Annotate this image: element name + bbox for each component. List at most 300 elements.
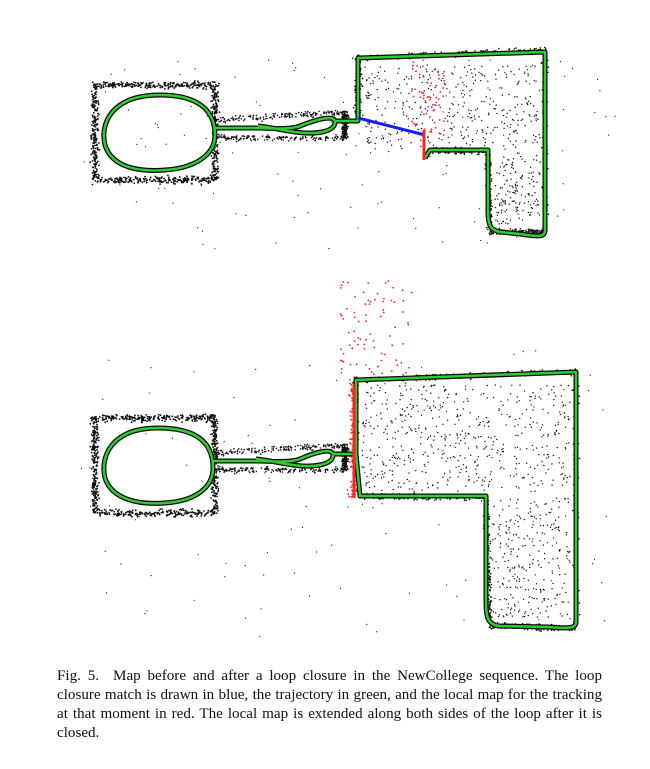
map-point — [489, 221, 491, 223]
map-point — [328, 445, 330, 447]
map-point — [481, 120, 482, 121]
map-point — [540, 625, 542, 627]
map-point — [541, 62, 543, 64]
map-point — [94, 159, 96, 161]
map-point — [125, 418, 127, 420]
map-point — [488, 222, 490, 224]
map-point — [164, 418, 166, 420]
map-point — [242, 470, 244, 472]
map-point — [343, 126, 345, 128]
map-point — [94, 106, 96, 108]
map-point — [118, 181, 120, 183]
map-point — [466, 53, 468, 55]
map-point — [343, 455, 345, 457]
map-point — [495, 185, 496, 186]
map-point — [529, 183, 530, 184]
map-point — [345, 453, 347, 455]
map-point — [123, 513, 125, 515]
map-point — [524, 51, 526, 53]
map-point — [485, 138, 486, 139]
map-point — [429, 116, 431, 118]
map-point — [346, 447, 348, 449]
map-point — [217, 161, 219, 163]
map-point — [487, 197, 489, 199]
map-point — [133, 84, 135, 86]
map-point — [310, 114, 312, 116]
map-point — [524, 234, 526, 236]
map-point — [504, 231, 506, 233]
map-point — [93, 140, 95, 142]
map-point — [197, 84, 199, 86]
map-point — [506, 74, 507, 75]
map-point — [367, 141, 368, 142]
map-point — [543, 203, 545, 205]
map-point — [233, 468, 235, 470]
map-point — [187, 512, 189, 514]
map-point — [527, 104, 528, 105]
map-point — [96, 100, 98, 102]
map-point — [325, 140, 327, 142]
map-point — [94, 153, 96, 155]
map-point — [342, 468, 344, 470]
map-point — [308, 445, 310, 447]
map-point — [216, 104, 218, 106]
map-point — [261, 467, 263, 469]
map-point — [344, 469, 346, 471]
map-point — [217, 177, 219, 179]
map-point — [150, 181, 152, 183]
map-point — [344, 135, 346, 137]
map-point — [251, 467, 253, 469]
map-point — [342, 447, 344, 449]
map-point — [216, 443, 218, 445]
map-point — [235, 115, 237, 117]
map-point — [342, 463, 344, 465]
map-point — [139, 513, 141, 515]
map-point — [408, 133, 409, 134]
map-point — [515, 372, 517, 374]
map-point — [214, 445, 216, 447]
map-point — [335, 136, 337, 138]
map-point — [218, 119, 220, 121]
map-point — [214, 470, 216, 472]
map-point — [220, 469, 222, 471]
map-point — [238, 470, 240, 472]
map-point — [476, 149, 478, 151]
map-point — [575, 591, 577, 593]
map-point — [385, 57, 387, 59]
map-point — [536, 229, 538, 231]
map-point — [535, 230, 537, 232]
map-point — [312, 467, 314, 469]
map-point — [121, 177, 123, 179]
map-point — [211, 491, 213, 493]
map-point — [167, 88, 169, 90]
map-point — [166, 515, 168, 517]
map-point — [158, 83, 160, 85]
map-point — [490, 195, 492, 197]
map-point — [312, 449, 314, 451]
map-point — [521, 104, 522, 105]
map-point — [265, 115, 267, 117]
map-point — [160, 181, 162, 183]
map-point — [272, 140, 274, 142]
map-point — [277, 470, 279, 472]
map-point — [92, 103, 94, 105]
map-point — [205, 413, 207, 415]
map-point — [105, 510, 107, 512]
map-point — [102, 419, 104, 421]
map-point — [344, 466, 346, 468]
map-point — [197, 509, 199, 511]
map-point — [95, 439, 97, 441]
map-point — [215, 120, 217, 122]
map-point — [177, 181, 179, 183]
map-points-before — [84, 47, 616, 250]
map-point — [252, 471, 254, 473]
map-point — [217, 447, 219, 449]
map-point — [542, 112, 544, 114]
map-point — [432, 149, 434, 151]
map-point — [515, 47, 517, 49]
map-point — [336, 447, 338, 449]
map-point — [134, 416, 136, 418]
map-point — [528, 177, 529, 178]
map-point — [406, 115, 407, 116]
map-point — [494, 230, 496, 232]
map-point — [212, 132, 214, 134]
map-point — [363, 57, 365, 59]
map-point — [481, 66, 482, 67]
map-point — [187, 417, 189, 419]
map-point — [103, 86, 105, 88]
map-point — [95, 419, 97, 421]
map-point — [299, 471, 301, 473]
map-point — [530, 48, 532, 50]
map-point — [528, 100, 529, 101]
map-point — [229, 470, 231, 472]
map-point — [428, 140, 429, 141]
map-point — [542, 109, 544, 111]
map-point — [486, 189, 488, 191]
map-point — [487, 548, 489, 550]
map-point — [104, 513, 106, 515]
map-point — [499, 203, 500, 204]
map-point — [214, 160, 216, 162]
map-point — [426, 82, 428, 84]
map-point — [131, 516, 133, 518]
map-point — [97, 499, 99, 501]
map-point — [95, 454, 97, 456]
map-point — [223, 471, 225, 473]
map-point — [214, 477, 216, 479]
map-point — [350, 207, 351, 208]
map-point — [93, 177, 95, 179]
map-point — [98, 114, 100, 116]
map-point — [460, 149, 462, 151]
map-point — [482, 74, 483, 75]
map-point — [535, 205, 536, 206]
map-point — [531, 232, 533, 234]
map-point — [95, 174, 97, 176]
map-point — [149, 178, 151, 180]
map-point — [191, 178, 193, 180]
map-point — [94, 129, 96, 131]
map-point — [514, 230, 516, 232]
map-point — [311, 137, 313, 139]
map-point — [544, 121, 546, 123]
map-point — [347, 460, 349, 462]
map-point — [488, 178, 490, 180]
map-point — [344, 129, 346, 131]
map-point — [464, 67, 465, 68]
map-point — [93, 120, 95, 122]
map-point — [148, 86, 150, 88]
map-point — [505, 164, 506, 165]
map-point — [487, 156, 489, 158]
map-point — [346, 454, 348, 456]
map-point — [91, 93, 93, 95]
map-point — [215, 434, 217, 436]
map-point — [487, 159, 489, 161]
map-point — [343, 114, 345, 116]
map-point — [93, 509, 95, 511]
map-point — [173, 83, 175, 85]
map-point — [147, 513, 149, 515]
map-point — [543, 232, 545, 234]
map-point — [544, 129, 546, 131]
map-point — [344, 449, 346, 451]
map-point — [461, 135, 462, 136]
map-point — [158, 84, 160, 86]
map-point — [216, 453, 218, 455]
map-point — [305, 115, 307, 117]
map-point — [121, 81, 123, 83]
map-point — [214, 177, 216, 179]
map-point — [181, 513, 183, 515]
map-point — [346, 446, 348, 448]
map-point — [452, 151, 454, 153]
map-point — [424, 151, 425, 152]
map-point — [513, 74, 514, 75]
map-point — [490, 206, 492, 208]
map-point — [125, 513, 127, 515]
map-point — [92, 160, 94, 162]
map-point — [125, 417, 127, 419]
map-point — [440, 151, 442, 153]
map-point — [228, 138, 230, 140]
map-point — [513, 120, 514, 121]
map-point — [277, 173, 278, 174]
map-point — [451, 122, 452, 123]
map-point — [344, 445, 346, 447]
map-point — [499, 231, 501, 233]
map-point — [345, 132, 347, 134]
map-point — [546, 107, 548, 109]
map-point — [222, 469, 224, 471]
map-point — [575, 488, 577, 490]
map-point — [488, 222, 490, 224]
map-point — [544, 86, 546, 88]
map-point — [474, 149, 476, 151]
map-point — [120, 84, 122, 86]
map-point — [234, 468, 236, 470]
map-point — [546, 228, 548, 230]
map-point — [232, 152, 233, 153]
map-point — [545, 105, 547, 107]
map-point — [96, 156, 98, 158]
map-point — [344, 127, 346, 129]
map-point — [103, 84, 105, 86]
map-point — [96, 464, 98, 466]
map-point — [360, 69, 362, 71]
map-point — [217, 99, 219, 101]
map-point — [491, 225, 493, 227]
map-point — [440, 133, 442, 135]
map-point — [485, 559, 487, 561]
map-point — [343, 469, 345, 471]
map-point — [345, 131, 347, 133]
map-point — [210, 515, 212, 517]
map-point — [301, 468, 303, 470]
map-point — [214, 141, 216, 143]
map-point — [245, 215, 246, 216]
map-point — [209, 83, 211, 85]
map-point — [471, 89, 472, 90]
map-point — [414, 124, 416, 126]
map-point — [481, 497, 483, 499]
map-point — [343, 447, 345, 449]
map-point — [137, 418, 139, 420]
map-point — [236, 135, 238, 137]
map-point — [425, 52, 427, 54]
map-point — [247, 467, 249, 469]
map-point — [92, 449, 94, 451]
map-point — [531, 233, 533, 235]
map-point — [164, 85, 166, 87]
map-point — [93, 151, 95, 153]
map-point — [503, 135, 504, 136]
map-point — [529, 114, 530, 115]
map-point — [276, 469, 278, 471]
map-point — [477, 496, 479, 498]
map-point — [154, 179, 156, 181]
map-point — [226, 138, 228, 140]
map-point — [575, 447, 577, 449]
map-point — [564, 627, 566, 629]
map-point — [355, 105, 357, 107]
map-point — [161, 86, 163, 88]
map-point — [175, 420, 177, 422]
map-point — [344, 455, 346, 457]
map-point — [344, 123, 346, 125]
map-point — [178, 514, 180, 516]
map-point — [205, 513, 207, 515]
map-point — [532, 208, 533, 209]
map-point — [505, 622, 507, 624]
map-point — [213, 482, 215, 484]
map-point — [406, 101, 407, 102]
map-point — [488, 225, 490, 227]
map-point — [504, 373, 506, 375]
map-point — [115, 508, 117, 510]
map-point — [177, 514, 179, 516]
map-point — [95, 511, 97, 513]
map-point — [98, 508, 100, 510]
map-point — [489, 613, 491, 615]
map-point — [480, 240, 481, 241]
map-point — [210, 416, 212, 418]
map-point — [368, 496, 370, 498]
map-point — [577, 617, 579, 619]
map-point — [381, 115, 382, 116]
map-point — [236, 138, 238, 140]
map-point — [337, 136, 339, 138]
map-point — [503, 201, 504, 202]
map-point — [398, 139, 399, 140]
map-point — [425, 108, 426, 109]
map-point — [376, 137, 377, 138]
map-point — [91, 420, 93, 422]
map-point — [217, 168, 219, 170]
map-point — [173, 511, 175, 513]
map-point — [344, 454, 346, 456]
map-point — [347, 455, 349, 457]
map-point — [434, 149, 436, 151]
map-point — [453, 104, 454, 105]
map-point — [128, 85, 130, 87]
map-point — [155, 180, 157, 182]
map-point — [545, 86, 547, 88]
map-point — [526, 81, 527, 82]
map-point — [407, 497, 409, 499]
map-point — [323, 444, 325, 446]
map-point — [168, 416, 170, 418]
map-point — [490, 596, 492, 598]
map-point — [567, 627, 569, 629]
map-point — [417, 53, 419, 55]
map-point — [272, 113, 274, 115]
map-point — [210, 155, 212, 157]
map-point — [458, 151, 460, 153]
map-point — [367, 60, 369, 62]
map-point — [359, 79, 361, 81]
map-point — [231, 452, 233, 454]
map-point — [506, 52, 508, 54]
map-point — [544, 47, 546, 49]
map-point — [345, 456, 347, 458]
map-point — [341, 128, 343, 130]
map-point — [142, 418, 144, 420]
map-point — [144, 176, 146, 178]
map-point — [472, 139, 473, 140]
map-point — [215, 136, 217, 138]
map-point — [324, 111, 326, 113]
map-point — [362, 184, 363, 185]
map-point — [487, 153, 489, 155]
map-point — [217, 166, 219, 168]
map-point — [577, 557, 579, 559]
map-point — [191, 420, 193, 422]
map-point — [183, 180, 185, 182]
map-point — [216, 169, 218, 171]
map-point — [94, 159, 96, 161]
map-point — [212, 422, 214, 424]
map-point — [574, 513, 576, 515]
map-point — [538, 230, 540, 232]
map-point — [102, 417, 104, 419]
map-point — [449, 92, 450, 93]
